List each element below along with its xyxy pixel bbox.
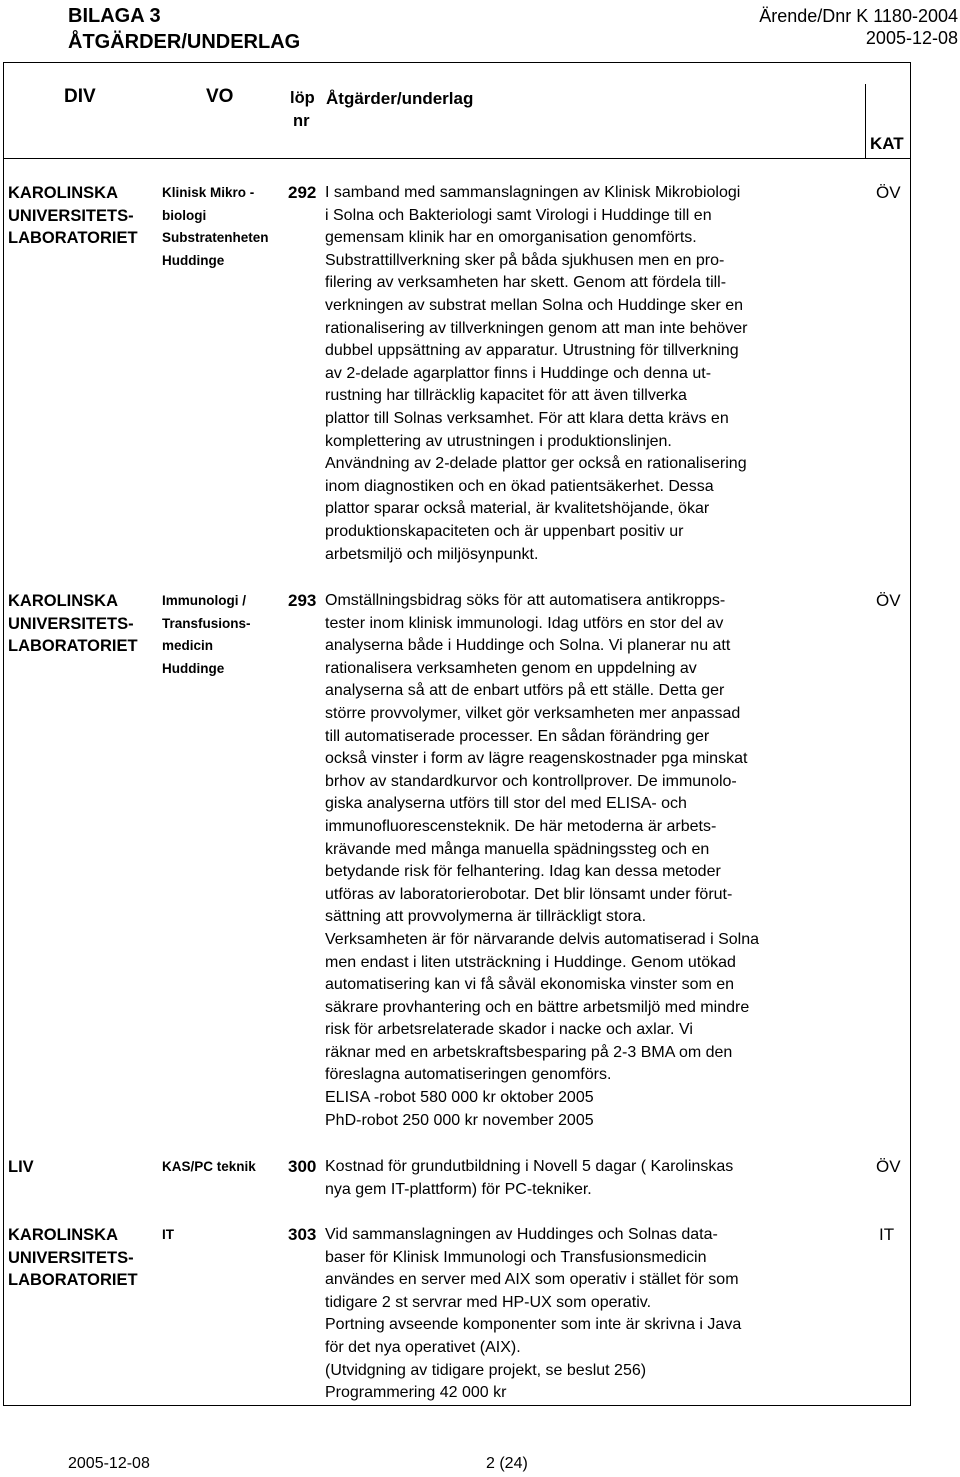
text-line: Programmering 42 000 kr — [325, 1384, 507, 1402]
text-line: krävande med många manuella spädningssteg och en — [325, 840, 710, 858]
case-reference: Ärende/Dnr K 1180-2004 — [759, 6, 958, 26]
text-line: större provvolymer, vilket gör verksamheten mer anpassad — [325, 704, 741, 722]
text-line: också vinster i form av lägre reagenskostnader pga minskat — [325, 750, 748, 768]
text-line: baser för Klinisk Immunologi och Transfusionsmedicin — [325, 1248, 707, 1266]
text-line: gemensam klinik har en omorganisation genomförts. — [325, 229, 697, 247]
row-div: KAROLINSKA UNIVERSITETS- LABORATORIET — [8, 184, 138, 248]
text-line: arbetsmiljö och miljösynpunkt. — [325, 545, 539, 563]
text-line: tidigare 2 st servrar med HP-UX som operativ. — [325, 1293, 652, 1311]
text-line: Kostnad för grundutbildning i Novell 5 dagar ( Karolinskas — [325, 1158, 734, 1175]
text-line: rustning har tillräcklig kapacitet för att även tillverka — [325, 387, 687, 405]
row-div: KAROLINSKA UNIVERSITETS- LABORATORIET — [8, 592, 138, 656]
text-line: dubbel uppsättning av apparatur. Utrustning för tillverkning — [325, 342, 739, 360]
text-line: plattor till Solnas verksamhet. För att klara detta krävs en — [325, 409, 729, 427]
text-line: nya gem IT-plattform) för PC-tekniker. — [325, 1180, 592, 1198]
table-top-border — [3, 62, 910, 63]
column-header-nr: nr — [293, 112, 310, 130]
text-line: av 2-delade agarplattor finns i Huddinge och denna ut- — [325, 364, 712, 382]
page-title-line1: BILAGA 3 — [68, 5, 161, 27]
text-line: produktionskapaciteten och är uppenbart positiv ur — [325, 522, 684, 540]
table-left-border — [3, 62, 4, 1406]
text-line: brhov av standardkurvor och kontrollprover. De immunolo- — [325, 772, 737, 790]
text-line: komplettering av utrustningen i produktionslinjen. — [325, 432, 672, 450]
row-vo: IT — [162, 1227, 174, 1242]
text-line: risk för arbetsrelaterade skador i nacke och axlar. Vi — [325, 1021, 693, 1039]
text-line: analyserna både i Huddinge och Solna. Vi planerar nu att — [325, 637, 731, 655]
text-line: Substrattillverkning sker på båda sjukhusen men en pro- — [325, 251, 725, 269]
text-line: till automatiserade processer. En sådan förändring ger — [325, 727, 710, 745]
text-line: Omställningsbidrag söks för att automatisera antikropps- — [325, 592, 726, 609]
row-category: ÖV — [876, 591, 901, 610]
table-right-border — [910, 62, 911, 1406]
text-line: föreslagna automatiseringen genomförs. — [325, 1066, 612, 1084]
row-category: ÖV — [876, 183, 901, 202]
kat-column-divider — [865, 84, 866, 158]
text-line: Vid sammanslagningen av Huddinges och Solnas data- — [325, 1226, 718, 1243]
row-vo: Immunologi / Transfusions- medicin Huddinge — [162, 593, 251, 676]
table-bottom-border — [3, 1405, 911, 1406]
footer-date: 2005-12-08 — [68, 1455, 150, 1472]
text-line: analyserna så att de enbart utförs på ett ställe. Detta ger — [325, 682, 725, 700]
row-category: IT — [879, 1225, 895, 1244]
column-header-vo: VO — [206, 86, 234, 107]
text-line: filering av verksamheten har skett. Genom att fördela till- — [325, 274, 727, 292]
text-line: rationalisering av tillverkningen genom att man inte behöver — [325, 319, 748, 337]
column-header-kat: KAT — [870, 134, 904, 153]
text-line: Verksamheten är för närvarande delvis automatiserad i Solna — [325, 930, 760, 948]
row-number: 303 — [288, 1225, 317, 1244]
page-title-line2: ÅTGÄRDER/UNDERLAG — [68, 31, 301, 53]
row-category: ÖV — [876, 1157, 901, 1176]
row-div: LIV — [8, 1158, 34, 1176]
row-text — [325, 182, 747, 566]
text-line: men endast i liten utsträckning i Huddinge. Genom utökad — [325, 953, 736, 971]
text-line: sättning att provvolymerna är tillräckligt stora. — [325, 908, 647, 926]
header-divider — [3, 158, 911, 159]
text-line: räknar med en arbetskraftsbesparing på 2-3 BMA om den — [325, 1043, 733, 1061]
row-number: 293 — [288, 591, 317, 610]
text-line: betydande risk för felhantering. Idag kan dessa metoder — [325, 863, 721, 881]
text-line: Användning av 2-delade plattor ger också en rationalisering — [325, 455, 747, 473]
text-line: utföras av laboratorierobotar. Det blir lönsamt under förut- — [325, 885, 733, 903]
text-line: verkningen av substrat mellan Solna och Huddinge sker en — [325, 296, 744, 314]
text-line: användes en server med AIX som operativ i stället för som — [325, 1271, 739, 1289]
header-date: 2005-12-08 — [865, 28, 958, 48]
text-line: Portning avseende komponenter som inte är skrivna i Java — [325, 1316, 742, 1334]
text-line: ELISA -robot 580 000 kr oktober 2005 — [325, 1089, 594, 1107]
column-header-div: DIV — [64, 86, 96, 107]
row-vo: KAS/PC teknik — [162, 1159, 256, 1174]
row-number: 292 — [288, 183, 317, 202]
row-div: KAROLINSKA UNIVERSITETS- LABORATORIET — [8, 1226, 138, 1290]
text-line: rationalisera verksamheten genom en uppdelning av — [325, 659, 697, 677]
row-text — [325, 1156, 733, 1201]
row-text — [325, 1224, 741, 1405]
row-number: 300 — [288, 1157, 317, 1176]
text-line: (Utvidgning av tidigare projekt, se beslut 256) — [325, 1361, 647, 1379]
text-line: för det nya operativet (AIX). — [325, 1338, 521, 1356]
text-line: I samband med sammanslagningen av Klinisk Mikrobiologi — [325, 184, 741, 201]
text-line: inom diagnostiken och en ökad patientsäkerhet. Dessa — [325, 477, 714, 495]
row-vo: Klinisk Mikro - biologi Substratenheten Huddinge — [162, 185, 269, 268]
row-text — [325, 590, 759, 1132]
text-line: giska analyserna utförs till stor del med ELISA- och — [325, 795, 687, 813]
text-line: tester inom klinisk immunologi. Idag utförs en stor del av — [325, 614, 724, 632]
page-number: 2 (24) — [486, 1455, 528, 1472]
text-line: automatisering kan vi få såväl ekonomiska vinster som en — [325, 976, 735, 994]
text-line: PhD-robot 250 000 kr november 2005 — [325, 1111, 594, 1129]
column-header-measures: Åtgärder/underlag — [326, 89, 474, 108]
text-line: plattor sparar också material, är kvalitetshöjande, ökar — [325, 500, 710, 518]
text-line: säkrare provhantering och en bättre arbetsmiljö med mindre — [325, 998, 750, 1016]
text-line: i Solna och Bakteriologi samt Virologi i Huddinge till en — [325, 206, 712, 224]
column-header-lop: löp — [290, 89, 315, 107]
text-line: immunofluorescensteknik. De här metoderna är arbets- — [325, 817, 717, 835]
